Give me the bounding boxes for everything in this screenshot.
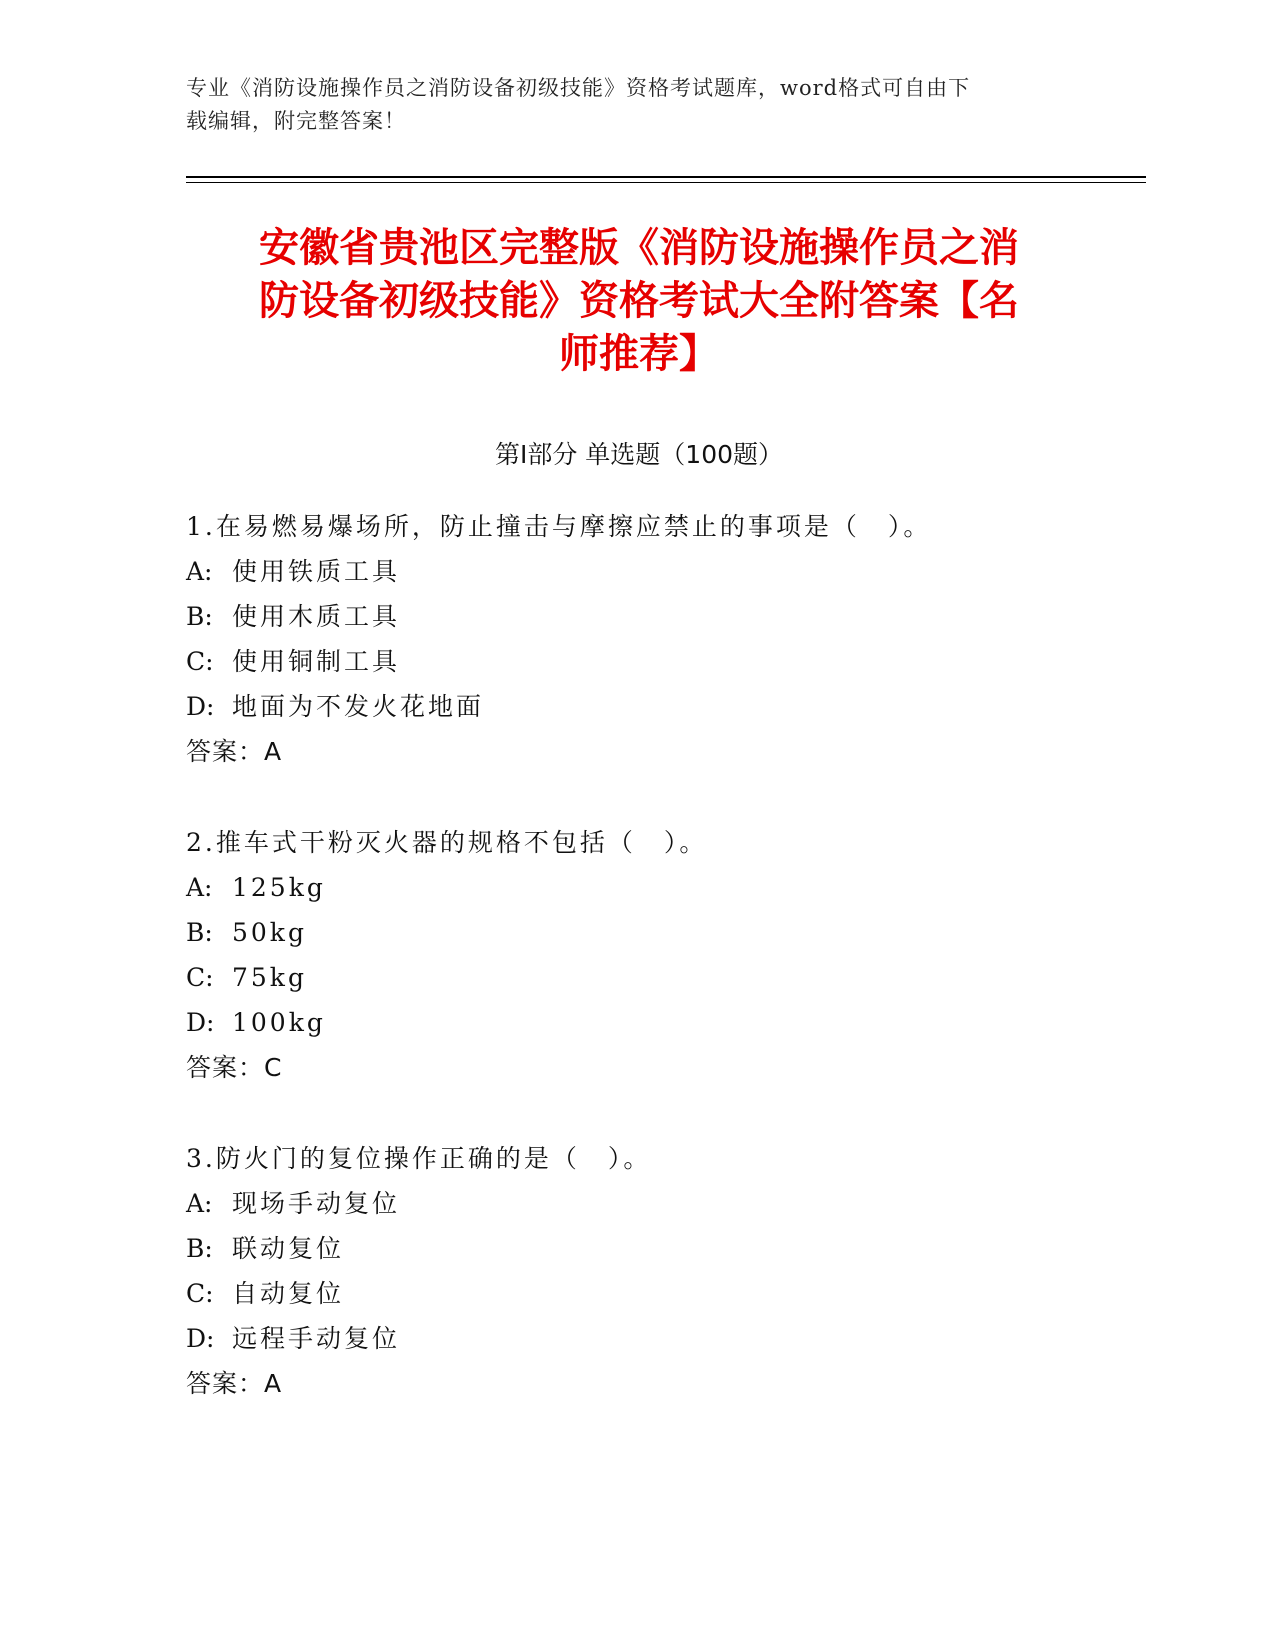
option-letter: D: <box>186 1008 215 1037</box>
option-a <box>186 1181 1086 1226</box>
document-title <box>186 222 1092 381</box>
option-text: 使用木质工具 <box>232 602 401 631</box>
document-title-line-2: 防设备初级技能》资格考试大全附答案【名 <box>259 278 1019 324</box>
option-letter: A: <box>186 1189 213 1218</box>
option-text: 使用铁质工具 <box>232 557 401 586</box>
option-d <box>186 1000 1086 1045</box>
option-text: 125kg <box>232 873 326 902</box>
document-title-line-1: 安徽省贵池区完整版《消防设施操作员之消 <box>259 225 1019 271</box>
option-b <box>186 1226 1086 1271</box>
question-3 <box>186 1136 1086 1406</box>
option-c <box>186 639 1086 684</box>
option-text: 现场手动复位 <box>232 1189 401 1218</box>
option-letter: C: <box>186 647 214 676</box>
option-text: 75kg <box>232 963 307 992</box>
option-letter: C: <box>186 963 214 992</box>
option-letter: D: <box>186 692 215 721</box>
header-divider-thick <box>186 176 1146 178</box>
question-2 <box>186 820 1086 1090</box>
option-letter: B: <box>186 918 213 947</box>
answer: 答案：A <box>186 1369 283 1398</box>
option-text: 地面为不发火花地面 <box>232 692 485 721</box>
answer: 答案：A <box>186 737 283 766</box>
document-title-line-3: 师推荐】 <box>559 331 719 377</box>
option-text: 使用铜制工具 <box>232 647 401 676</box>
option-d <box>186 1316 1086 1361</box>
option-b <box>186 910 1086 955</box>
header-note-line-1: 专业《消防设施操作员之消防设备初级技能》资格考试题库，word格式可自由下 <box>186 76 971 100</box>
option-text: 50kg <box>232 918 307 947</box>
option-a <box>186 549 1086 594</box>
question-stem: 2.推车式干粉灭火器的规格不包括（ ）。 <box>186 828 708 857</box>
option-text: 联动复位 <box>232 1234 345 1263</box>
question-stem: 1.在易燃易爆场所，防止撞击与摩擦应禁止的事项是（ ）。 <box>186 512 932 541</box>
answer: 答案：C <box>186 1053 283 1082</box>
header-divider-thin <box>186 182 1146 183</box>
option-a <box>186 865 1086 910</box>
option-text: 100kg <box>232 1008 326 1037</box>
option-text: 远程手动复位 <box>232 1324 401 1353</box>
option-d <box>186 684 1086 729</box>
option-c <box>186 1271 1086 1316</box>
question-stem: 3.防火门的复位操作正确的是（ ）。 <box>186 1144 652 1173</box>
option-letter: A: <box>186 873 213 902</box>
header-note-line-2: 载编辑，附完整答案！ <box>186 109 406 133</box>
option-letter: A: <box>186 557 213 586</box>
option-letter: B: <box>186 1234 213 1263</box>
option-letter: D: <box>186 1324 215 1353</box>
option-text: 自动复位 <box>232 1279 345 1308</box>
option-letter: C: <box>186 1279 214 1308</box>
section-heading: 第Ⅰ部分 单选题（100题） <box>494 440 784 469</box>
option-b <box>186 594 1086 639</box>
option-c <box>186 955 1086 1000</box>
option-letter: B: <box>186 602 213 631</box>
header-note <box>186 72 1066 138</box>
question-1 <box>186 504 1086 774</box>
